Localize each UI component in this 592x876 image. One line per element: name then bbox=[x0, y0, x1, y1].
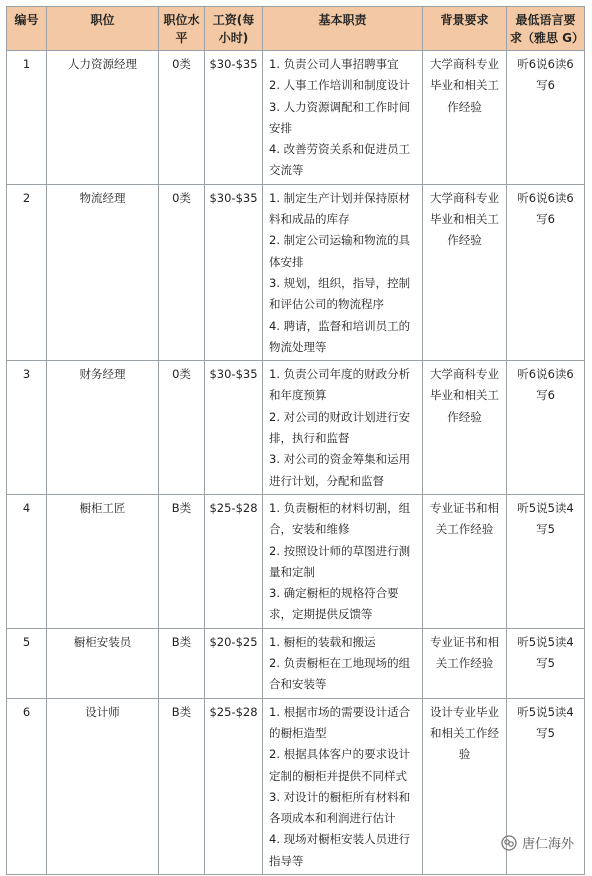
cell-position: 财务经理 bbox=[47, 361, 159, 495]
cell-wage: $30-$35 bbox=[205, 361, 263, 495]
cell-level: B类 bbox=[159, 494, 205, 628]
cell-language: 听6说6读6写6 bbox=[507, 184, 585, 360]
cell-duties bbox=[263, 494, 423, 628]
cell-position: 人力资源经理 bbox=[47, 51, 159, 185]
cell-position: 橱柜工匠 bbox=[47, 494, 159, 628]
header-row bbox=[7, 7, 585, 51]
cell-wage: $25-$28 bbox=[205, 494, 263, 628]
cell-wage: $30-$35 bbox=[205, 184, 263, 360]
duty-item: 2. 制定公司运输和物流的具体安排 bbox=[269, 233, 411, 269]
cell-language: 听5说5读4写5 bbox=[507, 628, 585, 698]
duty-item: 1. 负责橱柜的材料切割，组合，安装和维修 bbox=[269, 500, 411, 537]
cell-number: 4 bbox=[7, 494, 47, 628]
table-row bbox=[7, 184, 585, 360]
duty-item: 1. 负责公司人事招聘事宜 bbox=[269, 57, 399, 71]
cell-background: 专业证书和相关工作经验 bbox=[423, 494, 507, 628]
duty-item: 2. 对公司的财政计划进行安排，执行和监督 bbox=[269, 409, 411, 446]
header-duties: 基本职责 bbox=[263, 7, 423, 51]
cell-language: 听6说6读6写6 bbox=[507, 361, 585, 495]
cell-level: 0类 bbox=[159, 361, 205, 495]
duty-item: 1. 负责公司年度的财政分析和年度预算 bbox=[269, 367, 411, 403]
cell-language: 听6说6读6写6 bbox=[507, 51, 585, 185]
cell-background: 大学商科专业毕业和相关工作经验 bbox=[423, 51, 507, 185]
cell-background: 设计专业毕业和相关工作经验 bbox=[423, 698, 507, 874]
cell-duties bbox=[263, 51, 423, 185]
cell-wage: $25-$28 bbox=[205, 698, 263, 874]
header-wage: 工资(每小时) bbox=[205, 7, 263, 51]
cell-level: 0类 bbox=[159, 51, 205, 185]
cell-level: 0类 bbox=[159, 184, 205, 360]
table-row bbox=[7, 628, 585, 698]
header-position: 职位 bbox=[47, 7, 159, 51]
duty-item: 4. 聘请，监督和培训员工的物流处理等 bbox=[269, 318, 411, 354]
cell-number: 5 bbox=[7, 628, 47, 698]
duty-item: 3. 规划，组织，指导，控制和评估公司的物流程序 bbox=[269, 275, 411, 312]
cell-duties bbox=[263, 698, 423, 874]
table-row bbox=[7, 698, 585, 874]
watermark-text: 唐仁海外 bbox=[521, 837, 574, 852]
cell-wage: $30-$35 bbox=[205, 51, 263, 185]
header-background: 背景要求 bbox=[423, 7, 507, 51]
wechat-official-account-icon bbox=[501, 835, 517, 851]
cell-wage: $20-$25 bbox=[205, 628, 263, 698]
job-table bbox=[6, 6, 585, 875]
cell-number: 6 bbox=[7, 698, 47, 874]
duty-item: 4. 改善劳资关系和促进员工交流等 bbox=[269, 142, 411, 178]
cell-language: 听5说5读4写5 bbox=[507, 698, 585, 874]
table-row bbox=[7, 51, 585, 185]
header-level: 职位水平 bbox=[159, 7, 205, 51]
cell-duties bbox=[263, 628, 423, 698]
cell-background: 大学商科专业毕业和相关工作经验 bbox=[423, 184, 507, 360]
cell-level: B类 bbox=[159, 628, 205, 698]
table-row bbox=[7, 494, 585, 628]
cell-number: 1 bbox=[7, 51, 47, 185]
table-row bbox=[7, 361, 585, 495]
duty-item: 1. 根据市场的需要设计适合的橱柜造型 bbox=[269, 704, 411, 740]
cell-background: 大学商科专业毕业和相关工作经验 bbox=[423, 361, 507, 495]
cell-position: 设计师 bbox=[47, 698, 159, 874]
cell-background: 专业证书和相关工作经验 bbox=[423, 628, 507, 698]
duty-item: 2. 根据具体客户的要求设计定制的橱柜并提供不同样式 bbox=[269, 747, 411, 783]
cell-number: 2 bbox=[7, 184, 47, 360]
cell-language: 听5说5读4写5 bbox=[507, 494, 585, 628]
duty-item: 3. 对公司的资金筹集和运用进行计划，分配和监督 bbox=[269, 452, 411, 488]
duty-item: 3. 人力资源调配和工作时间安排 bbox=[269, 99, 411, 135]
cell-position: 物流经理 bbox=[47, 184, 159, 360]
duty-item: 1. 橱柜的装载和搬运 bbox=[269, 634, 376, 649]
cell-number: 3 bbox=[7, 361, 47, 495]
duty-item: 2. 按照设计师的草图进行测量和定制 bbox=[269, 543, 411, 579]
cell-duties bbox=[263, 361, 423, 495]
cell-duties bbox=[263, 184, 423, 360]
duty-item: 3. 确定橱柜的规格符合要求，定期提供反馈等 bbox=[269, 586, 399, 622]
header-language: 最低语言要求（雅思 G） bbox=[507, 7, 585, 51]
duty-item: 1. 制定生产计划并保持原材料和成品的库存 bbox=[269, 190, 411, 227]
header-number: 编号 bbox=[7, 7, 47, 51]
duty-item: 3. 对设计的橱柜所有材料和各项成本和利润进行估计 bbox=[269, 789, 411, 826]
cell-level: B类 bbox=[159, 698, 205, 874]
duty-item: 4. 现场对橱柜安装人员进行指导等 bbox=[269, 832, 411, 868]
cell-position: 橱柜安装员 bbox=[47, 628, 159, 698]
duty-item: 2. 人事工作培训和制度设计 bbox=[269, 78, 411, 93]
duty-item: 2. 负责橱柜在工地现场的组合和安装等 bbox=[269, 656, 411, 692]
watermark bbox=[501, 833, 574, 852]
